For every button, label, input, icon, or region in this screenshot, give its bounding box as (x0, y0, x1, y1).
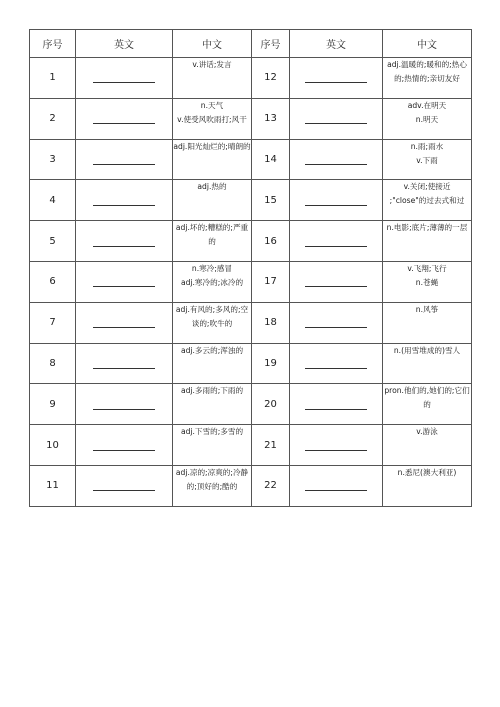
answer-line[interactable] (93, 396, 155, 410)
english-blank-left[interactable] (76, 221, 173, 262)
chinese-meaning-left: adj.有风的;多风的;空谈的;吹牛的 (173, 302, 252, 343)
english-blank-right[interactable] (290, 261, 383, 302)
vocabulary-table (29, 29, 472, 507)
answer-line[interactable] (305, 355, 367, 369)
table-row (30, 98, 472, 139)
answer-line[interactable] (305, 437, 367, 451)
table-row (30, 343, 472, 384)
row-number-right: 17 (252, 261, 290, 302)
answer-line[interactable] (305, 192, 367, 206)
chinese-meaning-right: n.悉尼(澳大利亚) (383, 465, 472, 506)
chinese-meaning-right: n.雨;雨水 v.下雨 (383, 139, 472, 180)
row-number-right: 22 (252, 465, 290, 506)
row-number-right: 13 (252, 98, 290, 139)
english-blank-right[interactable] (290, 221, 383, 262)
row-number-right: 21 (252, 425, 290, 466)
answer-line[interactable] (305, 110, 367, 124)
table-row (30, 302, 472, 343)
answer-line[interactable] (93, 110, 155, 124)
answer-line[interactable] (305, 151, 367, 165)
row-number-left: 10 (30, 425, 76, 466)
chinese-meaning-right: adv.在明天 n.明天 (383, 98, 472, 139)
row-number-right: 14 (252, 139, 290, 180)
answer-line[interactable] (93, 273, 155, 287)
chinese-meaning-left: v.讲话;发言 (173, 58, 252, 99)
row-number-right: 18 (252, 302, 290, 343)
english-blank-right[interactable] (290, 139, 383, 180)
table-row (30, 384, 472, 425)
table-row (30, 139, 472, 180)
english-blank-right[interactable] (290, 384, 383, 425)
english-blank-left[interactable] (76, 302, 173, 343)
english-blank-right[interactable] (290, 180, 383, 221)
header-chinese-right: 中文 (383, 30, 472, 58)
chinese-meaning-right: adj.温暖的;暖和的;热心的;热情的;亲切友好 (383, 58, 472, 99)
row-number-left: 11 (30, 465, 76, 506)
table-row (30, 221, 472, 262)
english-blank-right[interactable] (290, 343, 383, 384)
header-chinese-left: 中文 (173, 30, 252, 58)
header-english-left: 英文 (76, 30, 173, 58)
answer-line[interactable] (93, 355, 155, 369)
chinese-meaning-left: adj.坏的;糟糕的;严重的 (173, 221, 252, 262)
table-row (30, 261, 472, 302)
english-blank-left[interactable] (76, 384, 173, 425)
answer-line[interactable] (93, 233, 155, 247)
english-blank-right[interactable] (290, 302, 383, 343)
row-number-left: 1 (30, 58, 76, 99)
answer-line[interactable] (93, 477, 155, 491)
english-blank-right[interactable] (290, 465, 383, 506)
english-blank-left[interactable] (76, 180, 173, 221)
answer-line[interactable] (305, 314, 367, 328)
header-row (30, 30, 472, 58)
row-number-left: 4 (30, 180, 76, 221)
row-number-right: 16 (252, 221, 290, 262)
table-row (30, 180, 472, 221)
english-blank-left[interactable] (76, 343, 173, 384)
header-number-right: 序号 (252, 30, 290, 58)
answer-line[interactable] (93, 151, 155, 165)
answer-line[interactable] (93, 192, 155, 206)
answer-line[interactable] (93, 437, 155, 451)
row-number-left: 6 (30, 261, 76, 302)
row-number-right: 19 (252, 343, 290, 384)
chinese-meaning-left: adj.多云的;浑浊的 (173, 343, 252, 384)
row-number-right: 15 (252, 180, 290, 221)
header-number-left: 序号 (30, 30, 76, 58)
row-number-right: 12 (252, 58, 290, 99)
english-blank-right[interactable] (290, 98, 383, 139)
row-number-left: 9 (30, 384, 76, 425)
row-number-left: 3 (30, 139, 76, 180)
answer-line[interactable] (93, 69, 155, 83)
chinese-meaning-right: v.关闭;使接近 ;"close"的过去式和过 (383, 180, 472, 221)
chinese-meaning-left: adj.下雪的;多雪的 (173, 425, 252, 466)
chinese-meaning-left: adj.凉的;凉爽的;冷静的;顶好的;酷的 (173, 465, 252, 506)
header-english-right: 英文 (290, 30, 383, 58)
answer-line[interactable] (305, 233, 367, 247)
row-number-right: 20 (252, 384, 290, 425)
english-blank-right[interactable] (290, 425, 383, 466)
chinese-meaning-right: n.电影;底片;薄薄的一层 (383, 221, 472, 262)
chinese-meaning-left: adj.热的 (173, 180, 252, 221)
chinese-meaning-right: v.游泳 (383, 425, 472, 466)
row-number-left: 5 (30, 221, 76, 262)
answer-line[interactable] (305, 273, 367, 287)
row-number-left: 2 (30, 98, 76, 139)
chinese-meaning-right: n.风筝 (383, 302, 472, 343)
english-blank-left[interactable] (76, 139, 173, 180)
answer-line[interactable] (93, 314, 155, 328)
table-row (30, 58, 472, 99)
english-blank-right[interactable] (290, 58, 383, 99)
chinese-meaning-left: n.寒冷;感冒 adj.寒冷的;冰冷的 (173, 261, 252, 302)
english-blank-left[interactable] (76, 98, 173, 139)
table-row (30, 465, 472, 506)
chinese-meaning-left: n.天气 v.使受风吹雨打;风干 (173, 98, 252, 139)
english-blank-left[interactable] (76, 465, 173, 506)
chinese-meaning-left: adj.多雨的;下雨的 (173, 384, 252, 425)
answer-line[interactable] (305, 477, 367, 491)
english-blank-left[interactable] (76, 425, 173, 466)
english-blank-left[interactable] (76, 58, 173, 99)
chinese-meaning-left: adj.阳光灿烂的;晴朗的 (173, 139, 252, 180)
answer-line[interactable] (305, 69, 367, 83)
row-number-left: 8 (30, 343, 76, 384)
chinese-meaning-right: v.飞翔;飞行 n.苍蝇 (383, 261, 472, 302)
english-blank-left[interactable] (76, 261, 173, 302)
chinese-meaning-right: n.(用雪堆成的)雪人 (383, 343, 472, 384)
chinese-meaning-right: pron.他们的,她们的;它们的 (383, 384, 472, 425)
table-row (30, 425, 472, 466)
answer-line[interactable] (305, 396, 367, 410)
row-number-left: 7 (30, 302, 76, 343)
